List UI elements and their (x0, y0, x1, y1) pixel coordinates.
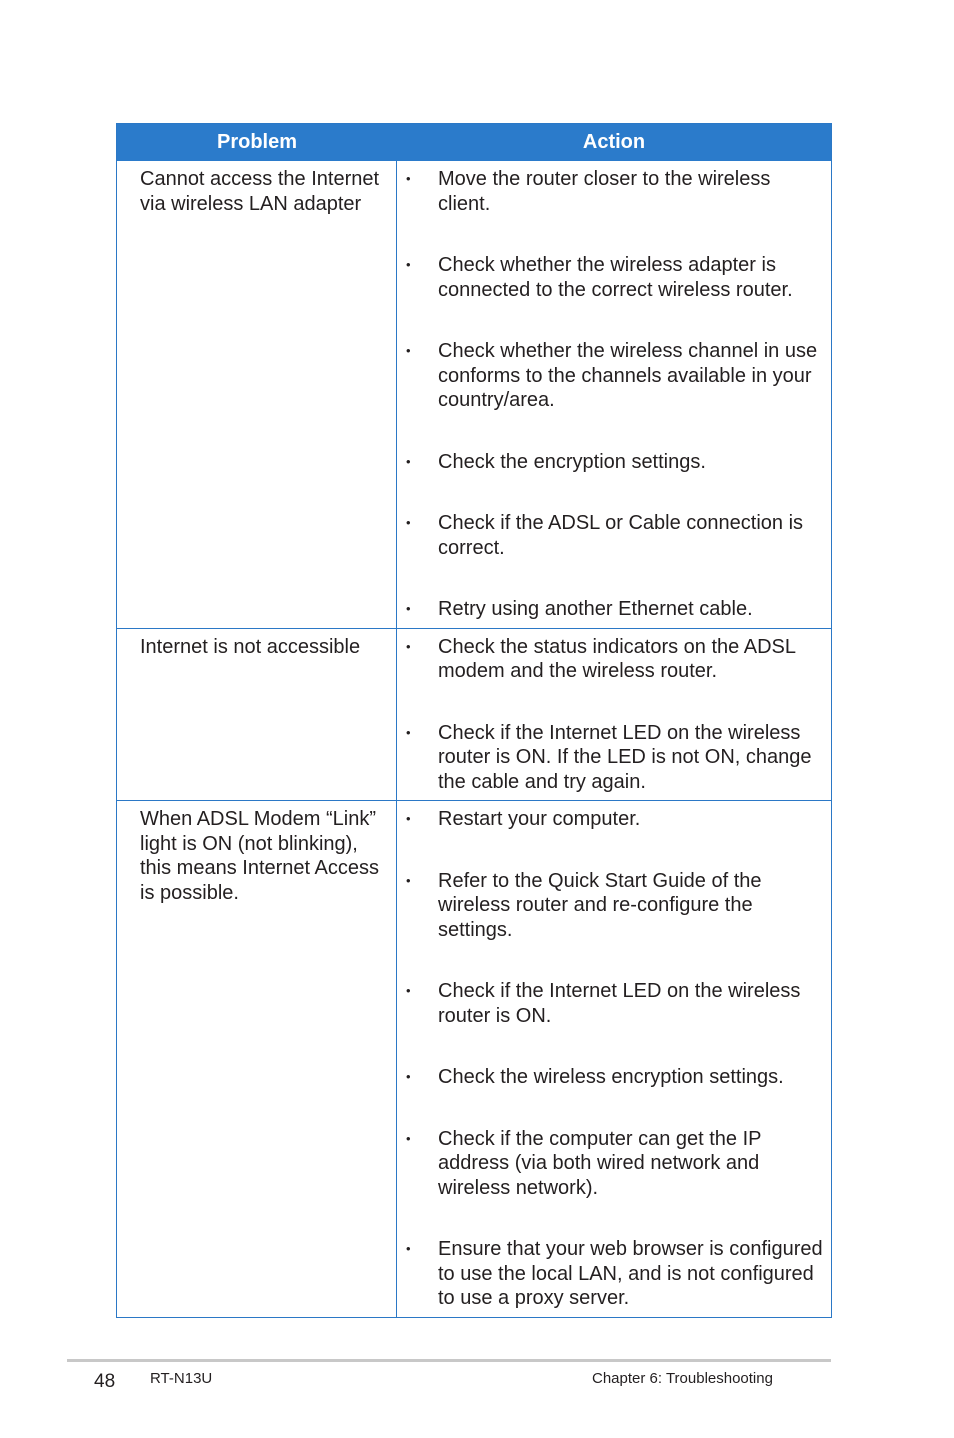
troubleshooting-table (116, 123, 832, 1318)
footer-divider (67, 1359, 831, 1362)
action-text: Check the wireless encryption settings. (438, 1066, 784, 1088)
bullet: • (406, 515, 411, 530)
bullet: • (406, 1130, 411, 1146)
footer-model: RT-N13U (150, 1370, 213, 1387)
action-item (397, 721, 825, 795)
problem-cell: Internet is not accessible (117, 629, 397, 801)
action-text: Check if the Internet LED on the wireless router is ON. If the LED is not ON, change the cable and try again. (438, 721, 812, 793)
action-cell (397, 629, 831, 801)
bullet: • (406, 811, 411, 826)
action-item (397, 1237, 825, 1311)
bullet: • (406, 343, 411, 358)
action-text: Check if the computer can get the IP address (via both wired network and wireless network). (438, 1127, 762, 1199)
action-cell (397, 161, 831, 628)
action-item (397, 167, 825, 216)
action-item (397, 511, 825, 560)
bullet: • (406, 983, 411, 998)
header-action: Action (582, 131, 646, 153)
action-text: Restart your computer. (438, 808, 641, 830)
action-item (397, 869, 825, 943)
action-item (397, 450, 825, 475)
action-item (397, 979, 825, 1028)
action-text: Check the encryption settings. (438, 450, 706, 473)
action-text: Move the router closer to the wireless client. (438, 168, 771, 215)
action-cell (397, 801, 831, 1317)
bullet: • (406, 724, 411, 740)
action-item (397, 807, 825, 832)
action-item (397, 253, 825, 302)
action-item (397, 635, 825, 684)
action-text: Ensure that your web browser is configured to use the local LAN, and is not configured to use a proxy server. (438, 1238, 823, 1309)
page-number: 48 (94, 1371, 116, 1392)
action-text: Check if the ADSL or Cable connection is correct. (438, 512, 804, 559)
header-problem: Problem (216, 131, 298, 153)
table-row (117, 161, 831, 628)
bullet: • (406, 257, 411, 272)
bullet: • (406, 453, 411, 469)
problem-cell: Cannot access the Internet via wireless LAN adapter (117, 161, 397, 628)
bullet: • (406, 638, 411, 654)
action-text: Check if the Internet LED on the wireless router is ON. (438, 980, 801, 1027)
bullet: • (406, 1069, 411, 1084)
bullet: • (406, 171, 411, 186)
bullet: • (406, 872, 411, 888)
action-item (397, 1065, 825, 1090)
action-text: Retry using another Ethernet cable. (438, 598, 753, 620)
action-text: Check whether the wireless channel in use conforms to the channels available in your country/area. (438, 340, 818, 411)
action-text: Refer to the Quick Start Guide of the wireless router and re-configure the settings. (438, 869, 762, 941)
table-row (117, 628, 831, 801)
action-item (397, 597, 825, 622)
bullet: • (406, 601, 411, 616)
footer-chapter: Chapter 6: Troubleshooting (592, 1370, 773, 1387)
action-item (397, 1127, 825, 1201)
problem-cell: When ADSL Modem “Link” light is ON (not blinking), this means Internet Access is possible. (117, 801, 397, 1317)
action-text: Check whether the wireless adapter is connected to the correct wireless router. (438, 254, 793, 301)
action-text: Check the status indicators on the ADSL modem and the wireless router. (438, 635, 796, 682)
table-row (117, 800, 831, 1317)
table-header (117, 124, 831, 161)
bullet: • (406, 1241, 411, 1256)
action-item (397, 339, 825, 413)
